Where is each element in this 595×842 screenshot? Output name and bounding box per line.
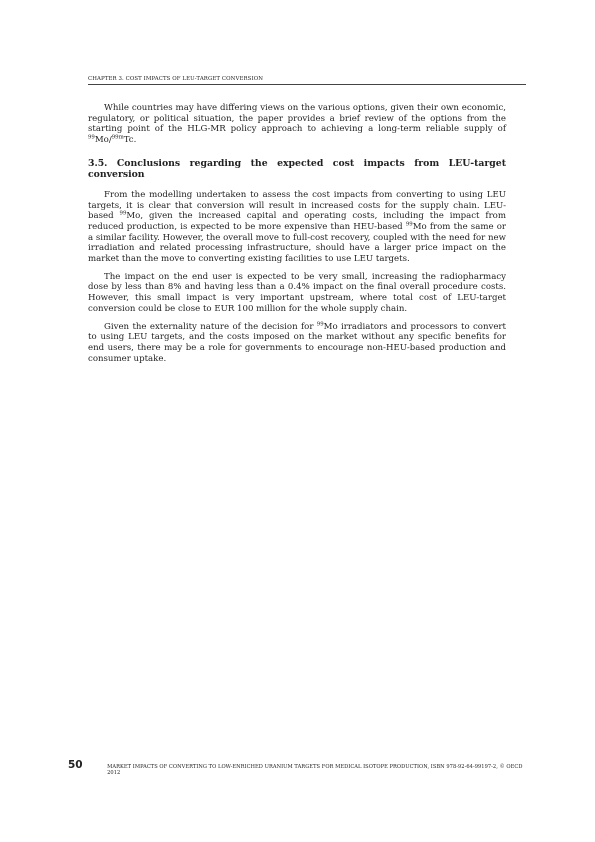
paragraph-externality: Given the externality nature of the decision for $^{99}$Mo irradiators and processors to convert to using LEU targets, and the costs imposed on the market without any specific benefits for end users, there may be a role for governments to encourage non-HEU-based production and consumer uptake. <box>88 321 506 364</box>
page-number: 50 <box>68 759 83 771</box>
section-heading: 3.5. Conclusions regarding the expected cost impacts from LEU-target conversion <box>88 157 506 180</box>
footer-citation: MARKET IMPACTS OF CONVERTING TO LOW-ENRICHED URANIUM TARGETS FOR MEDICAL ISOTOPE PRODUCTION, ISBN 978-92-64-99197-2, © OECD 2012 <box>107 764 523 776</box>
main-text <box>88 103 506 371</box>
running-head: CHAPTER 3. COST IMPACTS OF LEU-TARGET CONVERSION <box>88 76 526 85</box>
page-footer <box>68 759 528 776</box>
paragraph-end-user: The impact on the end user is expected to be very small, increasing the radiopharmacy dose by less than 8% and having less than a 0.4% impact on the final overall procedure costs. However, this small impact is very important upstream, where total cost of LEU-target conversion could be close to EUR 100 million for the whole supply chain. <box>88 271 506 314</box>
paragraph-modelling: From the modelling undertaken to assess the cost impacts from converting to using LEU targets, it is clear that conversion will result in increased costs for the supply chain. LEU-based $^{99}$Mo, given the increased capital and operating costs, including the impact from reduced production, is expected to be more expensive than HEU-based $^{99}$Mo from the same or a similar facility. However, the overall move to full-cost recovery, coupled with the need for new irradiation and related processing infrastructure, should have a larger price impact on the market than the move to converting existing facilities to use LEU targets. <box>88 189 507 265</box>
paragraph-intro: While countries may have differing views on the various options, given their own economic, regulatory, or political situation, the paper provides a brief review of the options from the starting point of the HLG-MR policy approach to achieving a long-term reliable supply of $^{99}$Mo/$^{99m}$Tc. <box>88 103 506 146</box>
